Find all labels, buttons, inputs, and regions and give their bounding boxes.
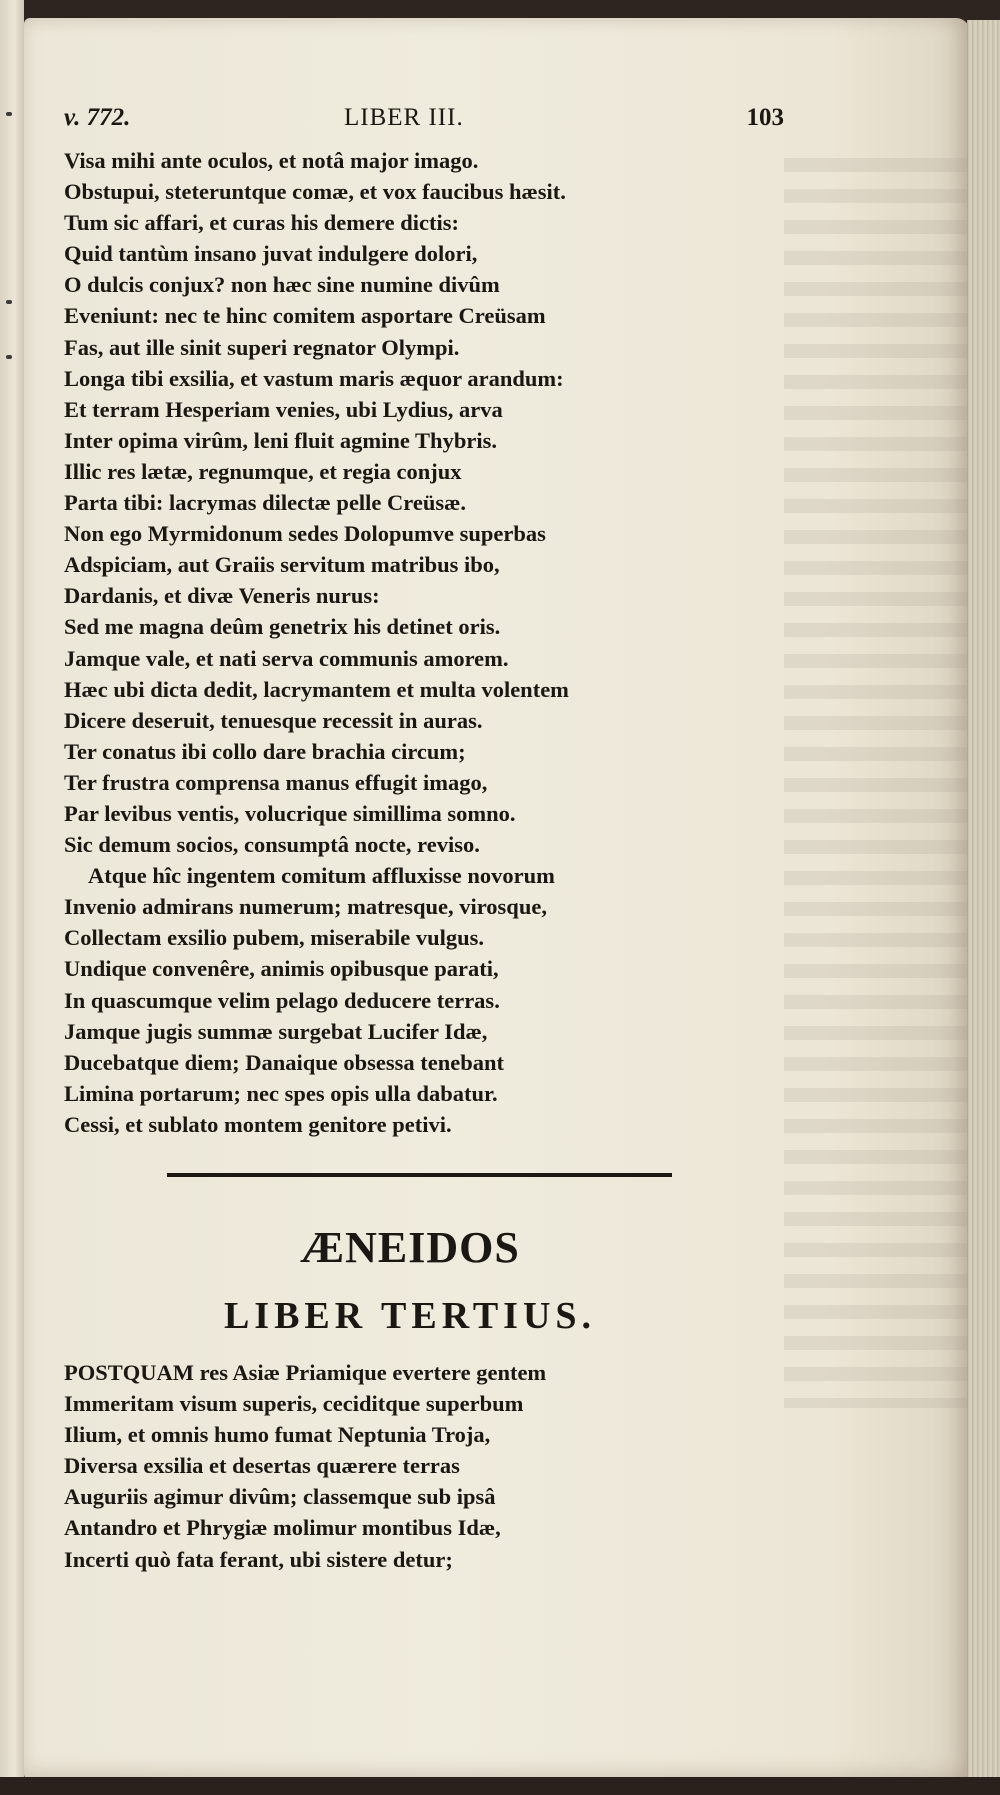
show-through-text — [784, 158, 984, 1408]
verse-line: Adspiciam, aut Graiis servitum matribus ibo, — [64, 552, 500, 578]
bottom-border — [0, 1777, 1000, 1795]
verse-line: Quid tantùm insano juvat indulgere dolori, — [64, 241, 478, 267]
verse-line: Auguriis agimur divûm; classemque sub ipsâ — [64, 1484, 496, 1510]
verse-line: Ducebatque diem; Danaique obsessa tenebant — [64, 1049, 505, 1075]
verse-line: Atque hîc ingentem comitum affluxisse novorum — [88, 863, 555, 889]
verse-line: Jamque jugis summæ surgebat Lucifer Idæ, — [64, 1018, 488, 1044]
verse-line: Ter frustra comprensa manus effugit imago, — [64, 769, 488, 795]
page-block-edge — [967, 20, 1000, 1790]
previous-page-edge — [0, 0, 24, 1795]
verse-reference: v. 772. — [64, 104, 131, 131]
section-title: ÆNEIDOS — [300, 1223, 520, 1272]
verse-line: Antandro et Phrygiæ molimur montibus Idæ, — [64, 1515, 501, 1541]
verse-line: Collectam exsilio pubem, miserabile vulgus. — [64, 925, 484, 951]
verse-line: Illic res lætæ, regnumque, et regia conjux — [64, 458, 462, 484]
verse-line: In quascumque velim pelago deducere terras. — [64, 987, 500, 1013]
verse-line: Diversa exsilia et desertas quærere terras — [64, 1453, 460, 1479]
verse-line: Fas, aut ille sinit superi regnator Olympi. — [64, 334, 460, 360]
verse-line: Ilium, et omnis humo fumat Neptunia Troja, — [64, 1422, 491, 1448]
verse-line: Inter opima virûm, leni fluit agmine Thybris. — [64, 427, 497, 453]
verse-block-2 — [64, 1357, 784, 1575]
verse-line: Visa mihi ante oculos, et notâ major imago. — [64, 148, 479, 173]
verse-line: Sed me magna deûm genetrix his detinet oris. — [64, 614, 501, 640]
verse-line: Hæc ubi dicta dedit, lacrymantem et multa volentem — [64, 676, 569, 702]
verse-line: Immeritam visum superis, ceciditque superbum — [64, 1391, 524, 1417]
verse-line: Sic demum socios, consumptâ nocte, reviso. — [64, 832, 480, 858]
verse-line: Undique convenêre, animis opibusque parati, — [64, 956, 499, 982]
section-subtitle: LIBER TERTIUS. — [223, 1295, 597, 1337]
section-divider — [167, 1173, 672, 1177]
verse-line: O dulcis conjux? non hæc sine numine divûm — [64, 272, 500, 298]
verse-line: Non ego Myrmidonum sedes Dolopumve superbas — [64, 521, 546, 547]
verse-line: Dardanis, et divæ Veneris nurus: — [64, 583, 380, 609]
book-title: LIBER III. — [344, 104, 464, 131]
verse-line: Et terram Hesperiam venies, ubi Lydius, arva — [64, 396, 503, 422]
verse-line: Jamque vale, et nati serva communis amorem. — [64, 645, 509, 671]
verse-line: Invenio admirans numerum; matresque, virosque, — [64, 894, 547, 920]
verse-line: Incerti quò fata ferant, ubi sistere detur; — [64, 1546, 453, 1572]
verse-line: Ter conatus ibi collo dare brachia circum; — [64, 738, 466, 764]
verse-line: Longa tibi exsilia, et vastum maris æquor arandum: — [64, 365, 564, 391]
verse-line: POSTQUAM res Asiæ Priamique evertere gentem — [64, 1360, 547, 1385]
page-number: 103 — [746, 104, 784, 131]
running-header — [64, 104, 784, 140]
verse-line: Eveniunt: nec te hinc comitem asportare Creüsam — [64, 303, 546, 329]
verse-line: Limina portarum; nec spes opis ulla dabatur. — [64, 1080, 498, 1106]
verse-line: Cessi, et sublato montem genitore petivi. — [64, 1111, 452, 1137]
verse-line: Tum sic affari, et curas his demere dictis: — [64, 210, 459, 236]
verse-line: Par levibus ventis, volucrique simillima somno. — [64, 800, 516, 826]
ink-mark — [6, 355, 12, 359]
verse-block — [64, 145, 784, 1140]
ink-mark — [6, 112, 12, 116]
verse-line: Dicere deseruit, tenuesque recessit in auras. — [64, 707, 483, 733]
ink-mark — [6, 300, 12, 304]
verse-line: Parta tibi: lacrymas dilectæ pelle Creüsæ. — [64, 490, 467, 516]
verse-line: Obstupui, steteruntque comæ, et vox faucibus hæsit. — [64, 179, 566, 205]
